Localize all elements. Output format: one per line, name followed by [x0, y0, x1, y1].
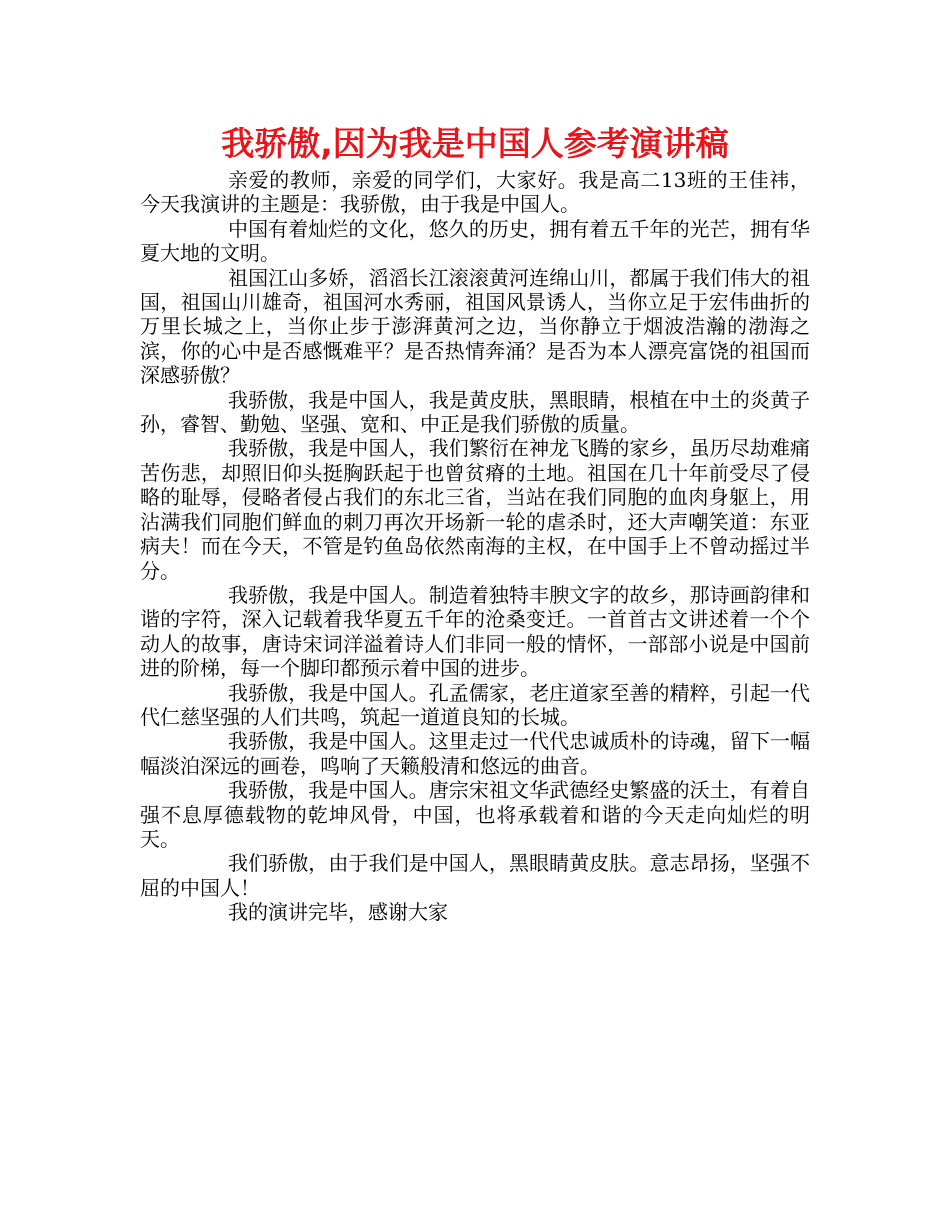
- paragraph: 我们骄傲，由于我们是中国人，黑眼睛黄皮肤。意志昂扬，坚强不屈的中国人！: [140, 851, 810, 900]
- paragraph: 祖国江山多娇，滔滔长江滚滚黄河连绵山川，都属于我们伟大的祖国，祖国山川雄奇，祖国河水秀丽，祖国风景诱人，当你立足于宏伟曲折的万里长城之上，当你止步于澎湃黄河之边，当你静立于烟波浩瀚的渤海之滨，你的心中是否感慨难平？是否热情奔涌？是否为本人漂亮富饶的祖国而深感骄傲？: [140, 265, 810, 388]
- paragraph: 我骄傲，我是中国人。孔孟儒家，老庄道家至善的精粹，引起一代代仁慈坚强的人们共鸣，筑起一道道良知的长城。: [140, 680, 810, 729]
- document-title: 我骄傲,因为我是中国人参考演讲稿: [221, 124, 729, 163]
- paragraph: 我骄傲，我是中国人。这里走过一代代忠诚质朴的诗魂，留下一幅幅淡泊深远的画卷，鸣响了天籁般清和悠远的曲音。: [140, 729, 810, 778]
- document-page: [140, 120, 810, 925]
- paragraph: 我骄傲，我是中国人，我们繁衍在神龙飞腾的家乡，虽历尽劫难痛苦伤悲，却照旧仰头挺胸跃起于也曾贫瘠的土地。祖国在几十年前受尽了侵略的耻辱，侵略者侵占我们的东北三省，当站在我们同胞的血肉身躯上，用沾满我们同胞们鲜血的刺刀再次开场新一轮的虐杀时，还大声嘲笑道：东亚病夫！而在今天，不管是钓鱼岛依然南海的主权，在中国手上不曾动摇过半分。: [140, 436, 810, 583]
- paragraph: 我骄傲，我是中国人。唐宗宋祖文华武德经史繁盛的沃土，有着自强不息厚德载物的乾坤风骨，中国，也将承载着和谐的今天走向灿烂的明天。: [140, 778, 810, 851]
- document-body: [140, 168, 810, 925]
- paragraph: 中国有着灿烂的文化，悠久的历史，拥有着五千年的光芒，拥有华夏大地的文明。: [140, 216, 810, 266]
- paragraph: 我骄傲，我是中国人，我是黄皮肤，黑眼睛，根植在中土的炎黄子孙，睿智、勤勉、坚强、宽和、中正是我们骄傲的质量。: [140, 387, 810, 437]
- paragraph: 我骄傲，我是中国人。制造着独特丰腴文字的故乡，那诗画韵律和谐的字符，深入记载着我华夏五千年的沧桑变迁。一首首古文讲述着一个个动人的故事，唐诗宋词洋溢着诗人们非同一般的情怀，一部部小说是中国前进的阶梯，每一个脚印都预示着中国的进步。: [140, 582, 810, 681]
- paragraph: 亲爱的教师，亲爱的同学们，大家好。我是高二13班的王佳祎，今天我演讲的主题是：我骄傲，由于我是中国人。: [140, 168, 810, 217]
- paragraph: 我的演讲完毕，感谢大家: [228, 900, 448, 925]
